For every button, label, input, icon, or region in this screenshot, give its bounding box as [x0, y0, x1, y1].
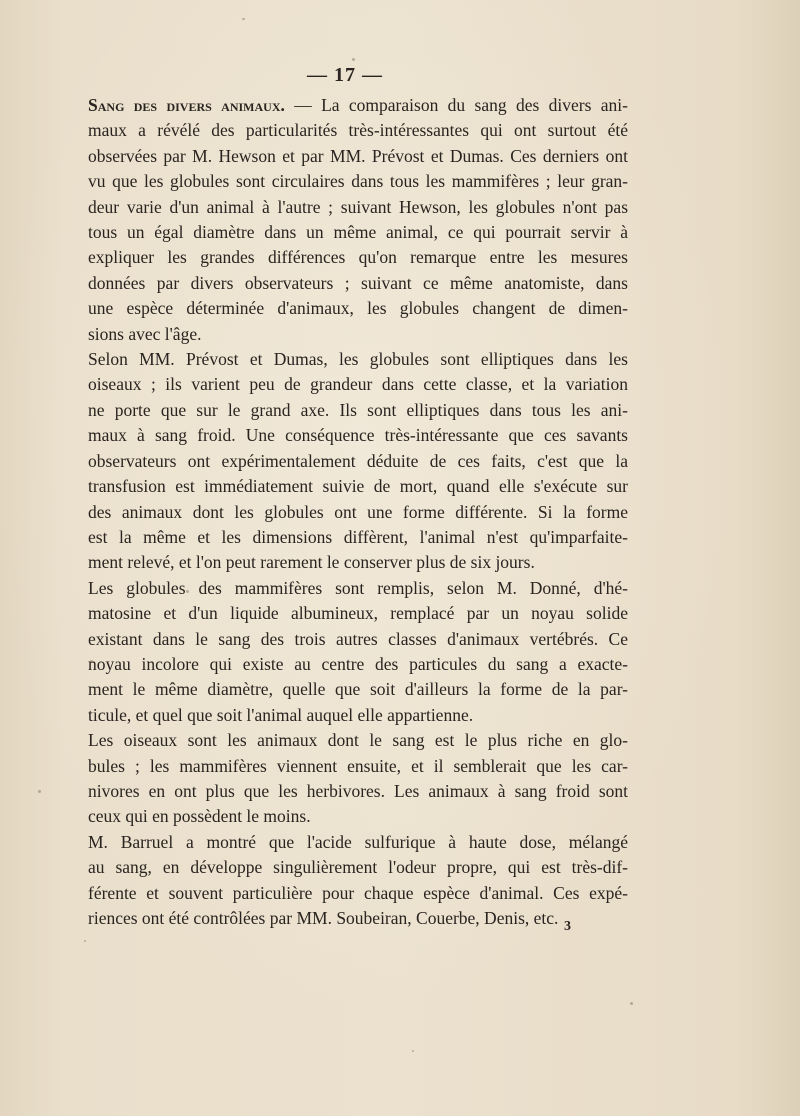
text-line: une espèce déterminée d'animaux, les globules changent de dimen- [88, 298, 628, 319]
section-heading: Sang des divers animaux. [88, 95, 285, 115]
foxing-spot [630, 1002, 633, 1005]
foxing-spot [90, 660, 93, 663]
paragraph-5 [66, 830, 628, 932]
text-line: existant dans le sang des trois autres classes d'animaux vertébrés. Ce [88, 628, 628, 649]
text-line: férente et souvent particulière pour chaque espèce d'animal. Ces expé- [88, 882, 628, 903]
page-number: — 17 — [307, 64, 383, 86]
paragraph-3 [66, 576, 628, 728]
text-line: Les oiseaux sont les animaux dont le sang est le plus riche en glo- [88, 730, 628, 751]
text-line: transfusion est immédiatement suivie de mort, quand elle s'exécute sur [88, 476, 628, 497]
text-line: observateurs ont expérimentalement déduite de ces faits, c'est que la [88, 450, 628, 471]
signature-mark: 3 [564, 919, 571, 934]
text-line: tous un égal diamètre dans un même animal, ce qui pourrait servir à [88, 222, 628, 243]
text-line: des animaux dont les globules ont une forme différente. Si la forme [88, 501, 628, 522]
text-line: nivores en ont plus que les herbivores. Les animaux à sang froid sont [88, 780, 628, 801]
text-line: sions avec l'âge. [88, 323, 202, 344]
text-line: au sang, en développe singulièrement l'odeur propre, qui est très-dif- [88, 857, 628, 878]
text-line: maux a révélé des particularités très-intéressantes qui ont surtout été [88, 120, 628, 141]
text-line: données par divers observateurs ; suivant ce même anatomiste, dans [88, 272, 628, 293]
text-line: riences ont été contrôlées par MM. Soubeiran, Couerbe, Denis, etc. [88, 908, 559, 928]
text-line: ceux qui en possèdent le moins. [88, 806, 311, 827]
text-line: oiseaux ; ils varient peu de grandeur dans cette classe, et la variation [88, 374, 628, 395]
foxing-spot [242, 18, 245, 20]
foxing-spot [186, 590, 189, 593]
text-line: matosine et d'un liquide albumineux, remplacé par un noyau solide [88, 603, 628, 624]
text-line: bules ; les mammifères viennent ensuite, et il semblerait que les car- [88, 755, 628, 776]
foxing-spot [38, 790, 41, 793]
text-line: expliquer les grandes différences qu'on remarque entre les mesures [88, 247, 628, 268]
text-line: Les globules des mammifères sont remplis, selon M. Donné, d'hé- [88, 577, 628, 598]
text-line: deur varie d'un animal à l'autre ; suivant Hewson, les globules n'ont pas [88, 196, 628, 217]
line-text: — La comparaison du sang des divers ani- [284, 95, 628, 115]
text-line: observées par M. Hewson et par MM. Prévost et Dumas. Ces derniers ont [88, 145, 628, 166]
text-line: ticule, et quel que soit l'animal auquel elle appartienne. [88, 704, 474, 725]
text-line: ne porte que sur le grand axe. Ils sont elliptiques dans tous les ani- [88, 399, 628, 420]
body-text [66, 93, 628, 931]
text-line [66, 93, 628, 118]
text-line: est la même et les dimensions diffèrent, l'animal n'est qu'imparfaite- [88, 526, 628, 547]
text-line: vu que les globules sont circulaires dans tous les mammifères ; leur gran- [88, 171, 628, 192]
text-line: noyau incolore qui existe au centre des particules du sang a exacte- [88, 653, 628, 674]
foxing-spot [84, 940, 86, 942]
paragraph-1 [66, 93, 628, 347]
foxing-spot [352, 58, 355, 61]
paragraph-2 [66, 347, 628, 576]
text-line: maux à sang froid. Une conséquence très-intéressante que ces savants [88, 425, 628, 446]
text-line: ment relevé, et l'on peut rarement le conserver plus de six jours. [88, 552, 535, 573]
text-line: ment le même diamètre, quelle que soit d'ailleurs la forme de la par- [88, 679, 628, 700]
text-line: Selon MM. Prévost et Dumas, les globules sont elliptiques dans les [88, 349, 628, 370]
foxing-spot [412, 1050, 414, 1052]
text-line: M. Barruel a montré que l'acide sulfurique à haute dose, mélangé [88, 831, 628, 852]
paragraph-4 [66, 728, 628, 830]
